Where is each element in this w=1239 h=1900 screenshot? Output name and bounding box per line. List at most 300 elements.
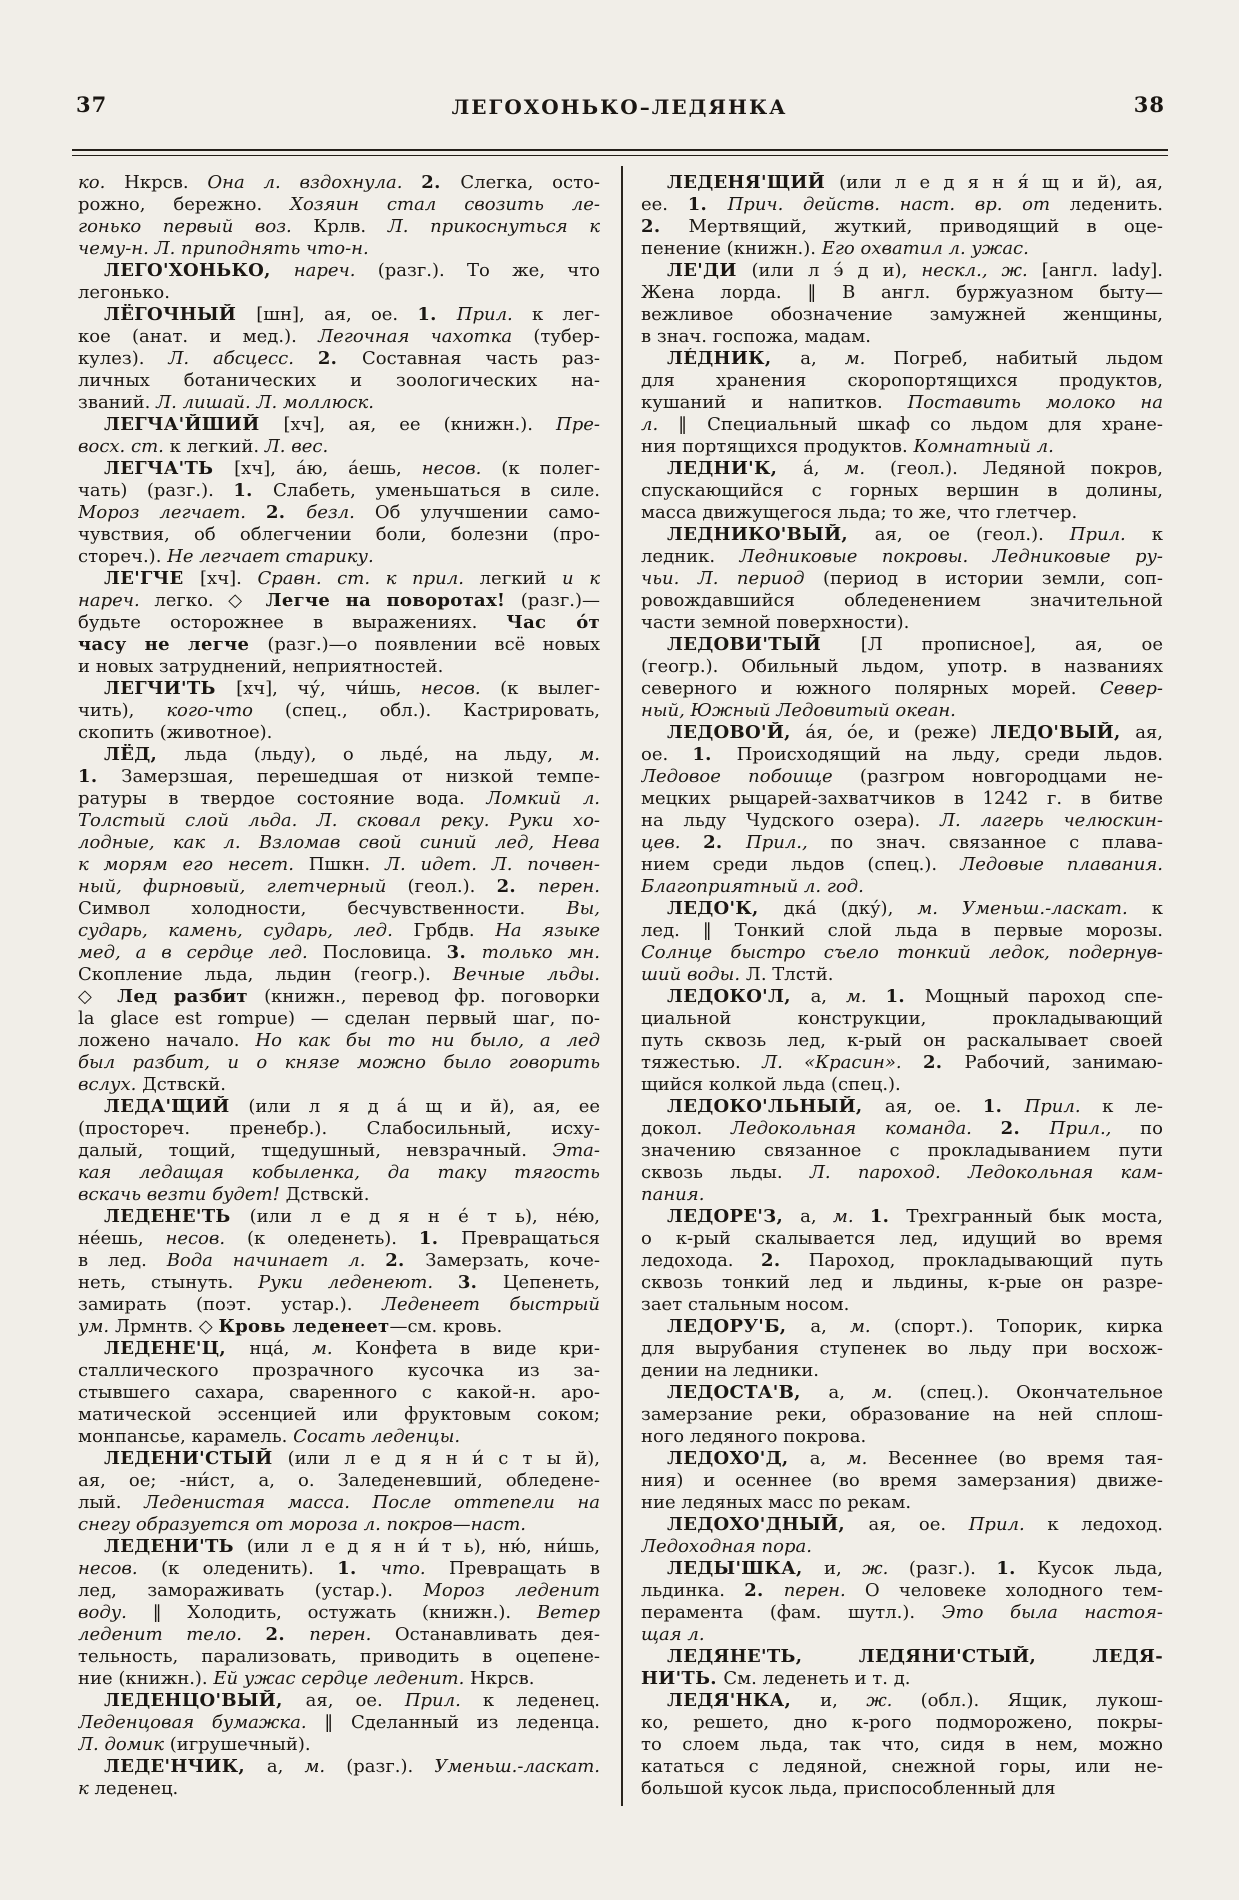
running-title: ЛЕГОХОНЬКО–ЛЕДЯНКА: [451, 95, 788, 119]
italic-text: кого-что: [166, 700, 285, 721]
text-line: [641, 1756, 1163, 1778]
text-line: [78, 832, 600, 854]
italic-text: нареч.: [293, 260, 378, 281]
text-segment: la glace est rompue) — сделан первый шаг, по-: [78, 1008, 600, 1029]
text-line: [641, 1514, 1163, 1536]
text-segment: (тубер-: [533, 326, 600, 347]
text-line: [641, 1074, 1163, 1096]
bold-text: ЛЕДЕНЦО'ВЫЙ,: [104, 1690, 306, 1711]
text-line: [78, 1514, 600, 1536]
bold-text: ЛЕДО'ВЫЙ,: [990, 722, 1136, 743]
text-line: [641, 854, 1163, 876]
text-segment: (простореч. пренебр.). Слабосильный, исху-: [78, 1118, 600, 1139]
bold-text: ЛЕДЕНЯ'ЩИЙ: [667, 172, 840, 193]
italic-text: Л. вес.: [264, 436, 329, 457]
text-line: [641, 1360, 1163, 1382]
text-line: [78, 1778, 600, 1800]
text-segment: к ледоход.: [1047, 1514, 1163, 1535]
text-line: [78, 1008, 600, 1030]
italic-text: несов.: [420, 678, 501, 699]
text-segment: [хч], ая, ее (книжн.).: [283, 414, 557, 435]
text-segment: Трехгранный бык моста,: [906, 1206, 1163, 1227]
text-line: [78, 876, 600, 898]
text-line: [641, 282, 1163, 304]
text-line: [641, 524, 1163, 546]
italic-text: м.: [832, 1206, 870, 1227]
text-segment: ровождавшийся обледенением значительной: [641, 590, 1163, 611]
text-line: [78, 1646, 600, 1668]
italic-text: перен.: [309, 1624, 395, 1645]
bold-text: ЛЕДОРЕ'З,: [667, 1206, 801, 1227]
text-segment: [хч], чу́, чи́шь,: [236, 678, 421, 699]
bold-text: 2.: [922, 1052, 965, 1073]
text-segment: в знач. госпожа, мадам.: [641, 326, 871, 347]
text-line: [641, 260, 1163, 282]
text-segment: сквозь льды.: [641, 1162, 810, 1183]
text-line: [78, 1624, 600, 1646]
text-line: [641, 1272, 1163, 1294]
text-segment: (к оледенить).: [161, 1558, 338, 1579]
text-line: [641, 1118, 1163, 1140]
text-segment: к ле-: [1102, 1096, 1163, 1117]
text-line: [641, 414, 1163, 436]
text-segment: (разг.)—о появлении всё новых: [267, 634, 600, 655]
text-segment: легонько.: [78, 282, 170, 303]
text-line: [78, 634, 600, 656]
text-line: [78, 1162, 600, 1184]
bold-text: ЛЕДОКО'Л,: [667, 986, 811, 1007]
text-segment: а,: [828, 1382, 872, 1403]
text-segment: лый.: [78, 1492, 145, 1513]
text-line: [641, 876, 1163, 898]
text-line: [78, 1470, 600, 1492]
text-line: [78, 326, 600, 348]
text-segment: —см. кровь.: [389, 1316, 503, 1337]
italic-text: м.: [844, 458, 890, 479]
text-segment: северного и южного полярных морей.: [641, 678, 1100, 699]
bold-text: 1.: [885, 986, 925, 1007]
text-line: [78, 1734, 600, 1756]
italic-text: гонько первый воз.: [78, 216, 314, 237]
text-segment: [шн], ая, ое.: [256, 304, 418, 325]
italic-text: несов.: [165, 1228, 248, 1249]
text-line: [641, 590, 1163, 612]
text-segment: и,: [823, 1558, 863, 1579]
text-segment: Кусок льда,: [1037, 1558, 1163, 1579]
text-line: [641, 832, 1163, 854]
text-segment: а,: [800, 1206, 833, 1227]
italic-text: к: [78, 1778, 95, 1799]
text-segment: Превращать в: [449, 1558, 600, 1579]
italic-text: чему-н. Л. приподнять что-н.: [78, 238, 369, 259]
italic-text: Ей ужас сердце леденит.: [213, 1668, 471, 1689]
text-line: [78, 1360, 600, 1382]
text-segment: ледохода.: [641, 1250, 761, 1271]
bold-text: 2.: [496, 876, 538, 897]
bold-text: ЛЕДНИКО'ВЫЙ,: [667, 524, 875, 545]
bold-text: ЛЕДЕНЕ'ТЬ: [104, 1206, 250, 1227]
text-line: [641, 348, 1163, 370]
text-segment: ние (книжн.).: [78, 1668, 214, 1689]
column-divider: [621, 166, 623, 1806]
text-segment: зает стальным носом.: [641, 1294, 850, 1315]
italic-text: безл.: [306, 502, 375, 523]
text-segment: (или л е д я н я́ щ и й), ая,: [839, 172, 1163, 193]
text-segment: кушаний и напитков.: [641, 392, 908, 413]
text-line: [78, 238, 600, 260]
text-line: [78, 964, 600, 986]
text-segment: (к оледенеть).: [247, 1228, 419, 1249]
italic-text: м.: [312, 1338, 356, 1359]
text-segment: (или л е д я н е́ т ь), не́ю,: [249, 1206, 600, 1227]
italic-text: Прил.: [1024, 1096, 1103, 1117]
text-segment: Весеннее (во время тая-: [887, 1448, 1163, 1469]
text-segment: к лег-: [531, 304, 600, 325]
text-segment: Лрмнтв. ◇: [114, 1316, 219, 1337]
bold-text: 2.: [641, 216, 689, 237]
text-line: [78, 1492, 600, 1514]
text-segment: Конфета в виде кри-: [355, 1338, 600, 1359]
text-segment: Погреб, набитый льдом: [893, 348, 1163, 369]
italic-text: Вы,: [566, 898, 600, 919]
text-line: [641, 502, 1163, 524]
bold-text: ЛЁД,: [104, 744, 185, 765]
text-line: [78, 1294, 600, 1316]
bold-text: ЛЕДНИ'К,: [667, 458, 803, 479]
text-segment: скопить (животное).: [78, 722, 273, 743]
italic-text: Толстый слой льда. Л. сковал реку. Руки хо-: [78, 810, 600, 831]
text-segment: личных ботанических и зоологических на-: [78, 370, 600, 391]
bold-text: ЛЕГО'ХОНЬКО,: [104, 260, 294, 281]
text-line: [78, 172, 600, 194]
text-segment: ко, решето, дно к-рого подморожено, покры-: [641, 1712, 1163, 1733]
right-column: [641, 172, 1163, 1800]
text-line: [641, 1140, 1163, 1162]
text-segment: Дствскй.: [285, 1184, 370, 1205]
text-segment: (или л я д а́ щ и й), ая, ее: [248, 1096, 600, 1117]
text-segment: (книжн., перевод фр. поговорки: [264, 986, 600, 1007]
text-segment: ледник.: [641, 546, 740, 567]
text-line: [641, 1338, 1163, 1360]
text-segment: а,: [809, 1448, 847, 1469]
text-line: [641, 1536, 1163, 1558]
text-line: [641, 1470, 1163, 1492]
italic-text: что.: [380, 1558, 449, 1579]
italic-text: чьи. Л. период: [641, 568, 823, 589]
italic-text: лодные, как л. Взломав свой синий лед, Нева: [78, 832, 600, 853]
bold-text: Легче на поворотах!: [265, 590, 521, 611]
text-line: [641, 788, 1163, 810]
text-line: [641, 568, 1163, 590]
text-segment: а,: [810, 986, 846, 1007]
italic-text: Прич. действ. наст. вр. от: [727, 194, 1070, 215]
text-segment: Цепенеть,: [502, 1272, 600, 1293]
text-segment: (спец.). Окончательное: [919, 1382, 1163, 1403]
text-line: [641, 1096, 1163, 1118]
text-line: [641, 898, 1163, 920]
italic-text: мед, а в сердце лед.: [78, 942, 323, 963]
text-segment: ая,: [1135, 722, 1163, 743]
text-segment: к: [1151, 898, 1163, 919]
text-line: [78, 1118, 600, 1140]
text-line: [78, 1316, 600, 1338]
text-line: [78, 810, 600, 832]
text-segment: к леденец.: [482, 1690, 600, 1711]
bold-text: ЛЕДОВИ'ТЫЙ: [667, 634, 861, 655]
text-segment: матической эссенцией или фруктовым соком;: [78, 1404, 600, 1425]
text-segment: докол.: [641, 1118, 731, 1139]
italic-text: нескл., ж.: [921, 260, 1042, 281]
text-segment: о к-рый скалывается лед, идущий во время: [641, 1228, 1163, 1249]
italic-text: был разбит, и о князе можно было говорить: [78, 1052, 600, 1073]
bold-text: 2.: [761, 1250, 809, 1271]
italic-text: ж.: [862, 1558, 909, 1579]
text-segment: ая, ое (геол.).: [874, 524, 1070, 545]
text-line: [78, 458, 600, 480]
bold-text: НИ'ТЬ.: [641, 1668, 724, 1689]
italic-text: кая ледащая кобыленка, да таку тягость: [78, 1162, 600, 1183]
bold-text: 1.: [233, 480, 273, 501]
text-line: [641, 1206, 1163, 1228]
italic-text: только мн.: [481, 942, 600, 963]
italic-text: к морям его несет.: [78, 854, 309, 875]
text-segment: монпансье, карамель.: [78, 1426, 294, 1447]
text-segment: Дствскй.: [142, 1074, 226, 1095]
text-segment: и,: [820, 1690, 867, 1711]
text-segment: а,: [266, 1756, 305, 1777]
italic-text: воду.: [78, 1602, 153, 1623]
text-line: [641, 1030, 1163, 1052]
text-line: [78, 1580, 600, 1602]
italic-text: Ледокольная команда.: [730, 1118, 1001, 1139]
text-segment: Превращаться: [461, 1228, 600, 1249]
italic-text: снегу образуется от мороза л. покров—наст.: [78, 1514, 527, 1535]
italic-text: Ледовое побоище: [641, 766, 860, 787]
italic-text: Ломкий л.: [486, 788, 600, 809]
bold-text: ЛЕДЯ'НКА,: [667, 1690, 821, 1711]
text-line: [78, 1052, 600, 1074]
text-line: [78, 348, 600, 370]
text-line: [641, 634, 1163, 656]
bold-text: ЛЕДО'К,: [667, 898, 784, 919]
text-line: [78, 590, 600, 612]
text-line: [78, 392, 600, 414]
text-segment: сталлического прозрачного кусочка из за-: [78, 1360, 600, 1381]
bold-text: 2.: [703, 832, 747, 853]
italic-text: Не легчает старику.: [167, 546, 374, 567]
text-segment: ‖ Специальный шкаф со льдом для хране-: [678, 414, 1163, 435]
italic-text: Сравн. ст. к прил.: [257, 568, 480, 589]
text-segment: (или л е д я н и́ с т ы й),: [287, 1448, 600, 1469]
italic-text: Но как бы то ни было, а лед: [255, 1030, 600, 1051]
text-segment: мецких рыцарей-захватчиков в 1242 г. в битве: [641, 788, 1163, 809]
text-segment: ая, ое; -ни́ст, а, о. Заледеневший, обледене-: [78, 1470, 600, 1491]
text-line: [78, 744, 600, 766]
text-segment: лед, замораживать (устар.).: [78, 1580, 424, 1601]
text-line: [641, 656, 1163, 678]
text-line: [641, 194, 1163, 216]
text-segment: (или л е д я н и́ т ь), ню́, ни́шь,: [246, 1536, 600, 1557]
bold-text: ЛЕДЯНЕ'ТЬ, ЛЕДЯНИ'СТЫЙ, ЛЕДЯ-: [667, 1646, 1163, 1667]
text-segment: Крлв.: [313, 216, 388, 237]
text-line: [641, 172, 1163, 194]
text-line: [78, 1030, 600, 1052]
text-segment: тяжестью.: [641, 1052, 763, 1073]
italic-text: Ветер: [536, 1602, 600, 1623]
text-segment: кататься с ледяной, снежной горы, или не-: [641, 1756, 1163, 1777]
text-segment: Об улучшении само-: [374, 502, 600, 523]
italic-text: ный, фирновый, глетчерный: [78, 876, 408, 897]
italic-text: сударь, камень, сударь, лед.: [78, 920, 414, 941]
text-line: [641, 546, 1163, 568]
bold-text: Лед разбит: [117, 986, 265, 1007]
text-segment: Нкрсв.: [470, 1668, 535, 1689]
text-line: [641, 1052, 1163, 1074]
text-line: [78, 986, 600, 1008]
italic-text: Эта-: [552, 1140, 600, 1161]
text-segment: (игрушечный).: [169, 1734, 311, 1755]
text-line: [78, 1250, 600, 1272]
text-line: [641, 238, 1163, 260]
text-line: [641, 1602, 1163, 1624]
text-segment: для хранения скоропортящихся продуктов,: [641, 370, 1163, 391]
text-segment: (разгром новгородцами не-: [859, 766, 1163, 787]
text-segment: на льду Чудского озера).: [641, 810, 940, 831]
text-line: [641, 370, 1163, 392]
text-segment: Составная часть раз-: [361, 348, 600, 369]
italic-text: Л. домик: [78, 1734, 170, 1755]
text-line: [641, 744, 1163, 766]
italic-text: нареч.: [78, 590, 155, 611]
italic-text: Вода начинает л.: [166, 1250, 386, 1271]
italic-text: несов.: [421, 458, 502, 479]
text-line: [78, 480, 600, 502]
italic-text: вскачь везти будет!: [78, 1184, 286, 1205]
text-line: [78, 1184, 600, 1206]
text-segment: а,: [800, 348, 845, 369]
text-line: [641, 1316, 1163, 1338]
text-segment: спускающийся с горных вершин в долины,: [641, 480, 1163, 501]
text-segment: дении на ледники.: [641, 1360, 820, 1381]
italic-text: м.: [579, 744, 600, 765]
text-line: [641, 1558, 1163, 1580]
text-line: [78, 1448, 600, 1470]
text-segment: по знач. связанное с плава-: [830, 832, 1163, 853]
text-line: [641, 1184, 1163, 1206]
text-line: [78, 1382, 600, 1404]
text-line: [78, 1668, 600, 1690]
text-line: [78, 260, 600, 282]
italic-text: пания.: [641, 1184, 705, 1205]
italic-text: Прил.,: [746, 832, 831, 853]
italic-text: Леденцовая бумажка.: [78, 1712, 325, 1733]
italic-text: Прил.: [968, 1514, 1048, 1535]
text-segment: Скопление льда, льдин (геогр.).: [78, 964, 453, 985]
header-rule: [72, 149, 1168, 156]
text-segment: (или л э́ д и),: [751, 260, 922, 281]
text-line: [78, 524, 600, 546]
text-segment: (период в истории земли, соп-: [822, 568, 1163, 589]
text-line: [78, 546, 600, 568]
italic-text: перен.: [783, 1580, 865, 1601]
text-segment: нием среди льдов (спец.).: [641, 854, 961, 875]
text-segment: стореч.).: [78, 546, 168, 567]
italic-text: Север-: [1099, 678, 1163, 699]
text-line: [78, 1074, 600, 1096]
text-segment: нца́,: [249, 1338, 312, 1359]
italic-text: Л. пароход. Ледокольная кам-: [809, 1162, 1163, 1183]
text-segment: рожно, бережно.: [78, 194, 291, 215]
bold-text: Кровь леденеет: [218, 1316, 390, 1337]
text-segment: леденец.: [94, 1778, 179, 1799]
italic-text: м.: [850, 1316, 894, 1337]
text-line: [78, 1140, 600, 1162]
text-line: [78, 1690, 600, 1712]
text-segment: а́,: [803, 458, 845, 479]
italic-text: Легочная чахотка: [318, 326, 534, 347]
bold-text: 1.: [996, 1558, 1038, 1579]
bold-text: 1.: [687, 194, 728, 215]
italic-text: Леденеет быстрый: [381, 1294, 600, 1315]
italic-text: Солнце быстро съело тонкий ледок, подернув-: [641, 942, 1163, 963]
text-segment: неть, стынуть.: [78, 1272, 259, 1293]
text-line: [641, 1448, 1163, 1470]
text-segment: Пословица.: [322, 942, 447, 963]
text-segment: будьте осторожнее в выражениях.: [78, 612, 507, 633]
text-segment: званий.: [78, 392, 157, 413]
text-segment: См. леденеть и т. д.: [723, 1668, 911, 1689]
bold-text: 1.: [982, 1096, 1025, 1117]
text-line: [641, 1250, 1163, 1272]
text-line: [78, 766, 600, 788]
text-segment: ое.: [641, 744, 693, 765]
italic-text: л.: [641, 414, 679, 435]
text-line: [78, 1404, 600, 1426]
text-segment: дка́ (дку́),: [783, 898, 918, 919]
text-segment: Останавливать дея-: [394, 1624, 600, 1645]
text-line: [78, 612, 600, 634]
italic-text: Поставить молоко на: [907, 392, 1163, 413]
text-line: [641, 766, 1163, 788]
text-segment: (разг.)—: [520, 590, 600, 611]
text-line: [641, 326, 1163, 348]
italic-text: Она л. вздохнула.: [207, 172, 422, 193]
text-line: [641, 1712, 1163, 1734]
bold-text: 2.: [265, 1624, 310, 1645]
text-segment: вежливое обозначение замужней женщины,: [641, 304, 1163, 325]
italic-text: м.: [845, 986, 886, 1007]
bold-text: ЛЕДОХО'Д,: [667, 1448, 810, 1469]
bold-text: 2.: [265, 502, 307, 523]
text-segment: Замерзать, коче-: [425, 1250, 600, 1271]
text-line: [78, 216, 600, 238]
bold-text: ЛЕГЧА'ТЬ: [104, 458, 235, 479]
italic-text: Прил.: [1069, 524, 1152, 545]
text-line: [78, 282, 600, 304]
bold-text: 2.: [317, 348, 362, 369]
text-line: [78, 304, 600, 326]
page-number-right: 38: [1133, 92, 1165, 117]
text-line: [641, 216, 1163, 238]
text-line: [78, 700, 600, 722]
italic-text: Леденистая масса. После оттепели на: [144, 1492, 600, 1513]
text-segment: [Л прописное], ая, ое: [860, 634, 1163, 655]
bold-text: 1.: [692, 744, 737, 765]
text-line: [78, 1096, 600, 1118]
italic-text: ко.: [78, 172, 125, 193]
text-line: [78, 920, 600, 942]
text-line: [641, 722, 1163, 744]
